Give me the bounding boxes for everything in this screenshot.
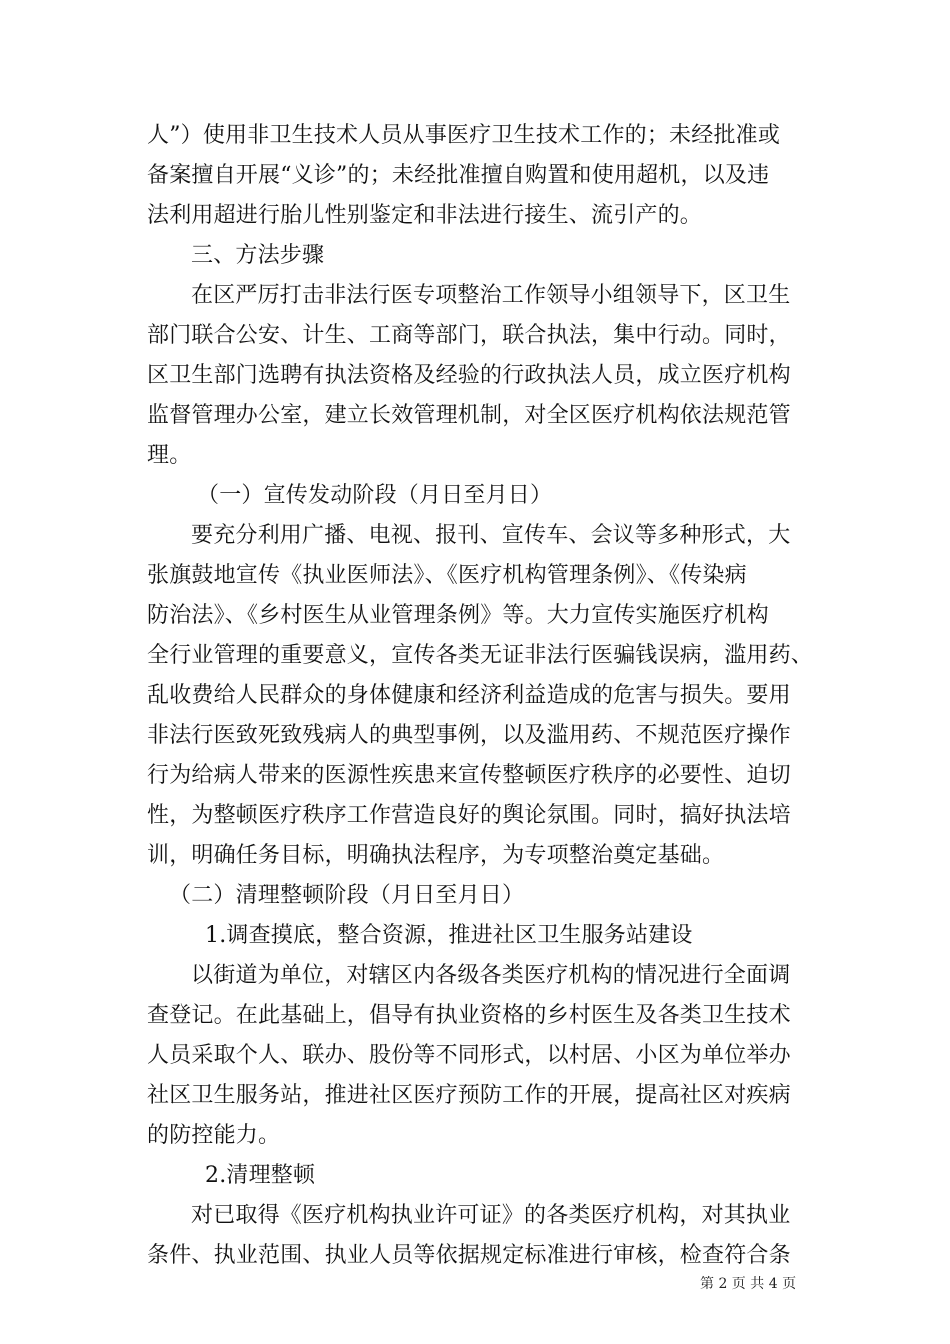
document-body bbox=[147, 116, 827, 1276]
text-line: 人”）使用非卫生技术人员从事医疗卫生技术工作的；未经批准或 bbox=[147, 123, 781, 148]
text-line: 的防控能力。 bbox=[147, 1123, 281, 1148]
text-line: 非法行医致死致残病人的典型事例，以及滥用药、不规范医疗操作 bbox=[147, 723, 791, 748]
paragraph-first-line: 以街道为单位，对辖区内各级各类医疗机构的情况进行全面调 bbox=[191, 963, 791, 988]
text-line: 理。 bbox=[147, 443, 192, 468]
text-line: 监督管理办公室，建立长效管理机制，对全区医疗机构依法规范管 bbox=[147, 403, 791, 428]
paragraph-first-line: 在区严厉打击非法行医专项整治工作领导小组领导下，区卫生 bbox=[191, 283, 791, 308]
text-line: 张旗鼓地宣传《执业医师法》、《医疗机构管理条例》、《传染病 bbox=[147, 563, 747, 588]
text-line: 乱收费给人民群众的身体健康和经济利益造成的危害与损失。要用 bbox=[147, 683, 791, 708]
text-line: 全行业管理的重要意义，宣传各类无证非法行医骗钱误病，滥用药、 bbox=[147, 643, 814, 668]
paragraph-first-line: 要充分利用广播、电视、报刊、宣传车、会议等多种形式，大 bbox=[191, 523, 791, 548]
text-line: 防治法》、《乡村医生从业管理条例》等。大力宣传实施医疗机构 bbox=[147, 603, 769, 628]
text-line: 备案擅自开展“义诊”的；未经批准擅自购置和使用超机，以及违 bbox=[147, 163, 770, 188]
subsection-heading: （一）宣传发动阶段（月日至月日） bbox=[197, 483, 553, 508]
text-line: 人员采取个人、联办、股份等不同形式，以村居、小区为单位举办 bbox=[147, 1043, 791, 1068]
item-heading: 1.调查摸底，整合资源，推进社区卫生服务站建设 bbox=[205, 923, 693, 948]
text-line: 性，为整顿医疗秩序工作营造良好的舆论氛围。同时，搞好执法培 bbox=[147, 803, 791, 828]
text-line: 法利用超进行胎儿性别鉴定和非法进行接生、流引产的。 bbox=[147, 203, 703, 228]
text-line: 条件、执业范围、执业人员等依据规定标准进行审核，检查符合条 bbox=[147, 1243, 791, 1268]
text-line: 部门联合公安、计生、工商等部门，联合执法，集中行动。同时， bbox=[147, 323, 791, 348]
text-line: 查登记。在此基础上，倡导有执业资格的乡村医生及各类卫生技术 bbox=[147, 1003, 791, 1028]
paragraph-first-line: 对已取得《医疗机构执业许可证》的各类医疗机构，对其执业 bbox=[191, 1203, 791, 1228]
text-line: 行为给病人带来的医源性疾患来宣传整顿医疗秩序的必要性、迫切 bbox=[147, 763, 791, 788]
page-number-footer: 第 2 页 共 4 页 bbox=[700, 1276, 797, 1292]
section-heading: 三、方法步骤 bbox=[191, 243, 325, 268]
text-line: 社区卫生服务站，推进社区医疗预防工作的开展，提高社区对疾病 bbox=[147, 1083, 791, 1108]
item-heading: 2.清理整顿 bbox=[205, 1163, 316, 1188]
text-line: 区卫生部门选聘有执法资格及经验的行政执法人员，成立医疗机构 bbox=[147, 363, 791, 388]
text-line: 训，明确任务目标，明确执法程序，为专项整治奠定基础。 bbox=[147, 843, 725, 868]
subsection-heading: （二）清理整顿阶段（月日至月日） bbox=[169, 883, 525, 908]
